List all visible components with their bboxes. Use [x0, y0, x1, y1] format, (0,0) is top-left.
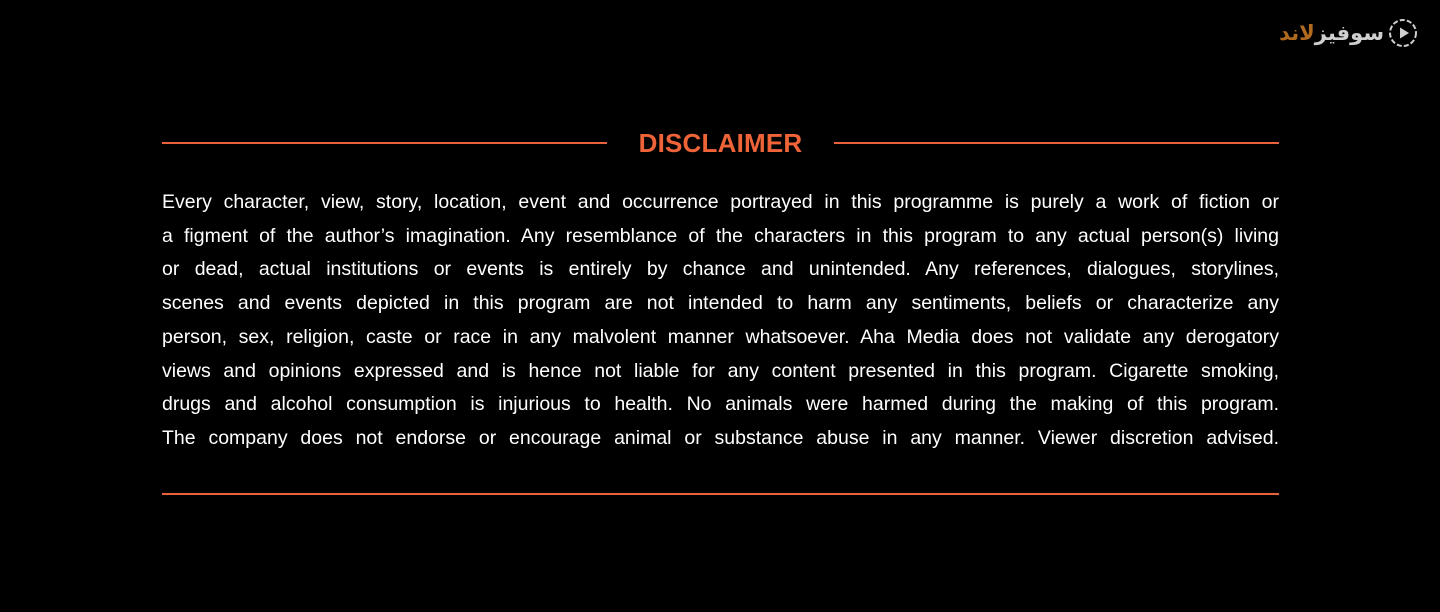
disclaimer-line-8: The company does not endorse or encourage animal or substance abuse in any manner. Viewer discretion advised. — [162, 426, 1279, 449]
watermark-text-part-1: سوفیز — [1314, 20, 1384, 45]
disclaimer-body — [162, 186, 1279, 456]
watermark-text-part-2: لاند — [1279, 20, 1315, 45]
disclaimer-line-4: scenes and events depicted in this program are not intended to harm any sentiments, beliefs or characterize any — [162, 292, 1279, 315]
play-icon — [1388, 18, 1418, 48]
disclaimer-line-5: person, sex, religion, caste or race in any malvolent manner whatsoever. Aha Media does not validate any derogatory — [162, 325, 1279, 348]
disclaimer-bottom-rule — [162, 493, 1279, 495]
disclaimer-line-6: views and opinions expressed and is hence not liable for any content presented in this program. Cigarette smoking, — [162, 359, 1279, 382]
disclaimer-line-3: or dead, actual institutions or events is entirely by chance and unintended. Any references, dialogues, storylines, — [162, 258, 1279, 281]
watermark-text — [1279, 20, 1384, 45]
disclaimer-line-2: a figment of the author’s imagination. Any resemblance of the characters in this program to any actual person(s) living — [162, 224, 1279, 247]
header-rule-right — [834, 142, 1279, 144]
header-rule-left — [162, 142, 607, 144]
watermark-logo — [1279, 16, 1418, 50]
disclaimer-line-1: Every character, view, story, location, event and occurrence portrayed in this programme is purely a work of fiction or — [162, 191, 1279, 213]
disclaimer-header — [162, 124, 1279, 162]
disclaimer-line-7: drugs and alcohol consumption is injurious to health. No animals were harmed during the making of this program. — [162, 393, 1279, 416]
disclaimer-title: DISCLAIMER — [638, 127, 803, 158]
